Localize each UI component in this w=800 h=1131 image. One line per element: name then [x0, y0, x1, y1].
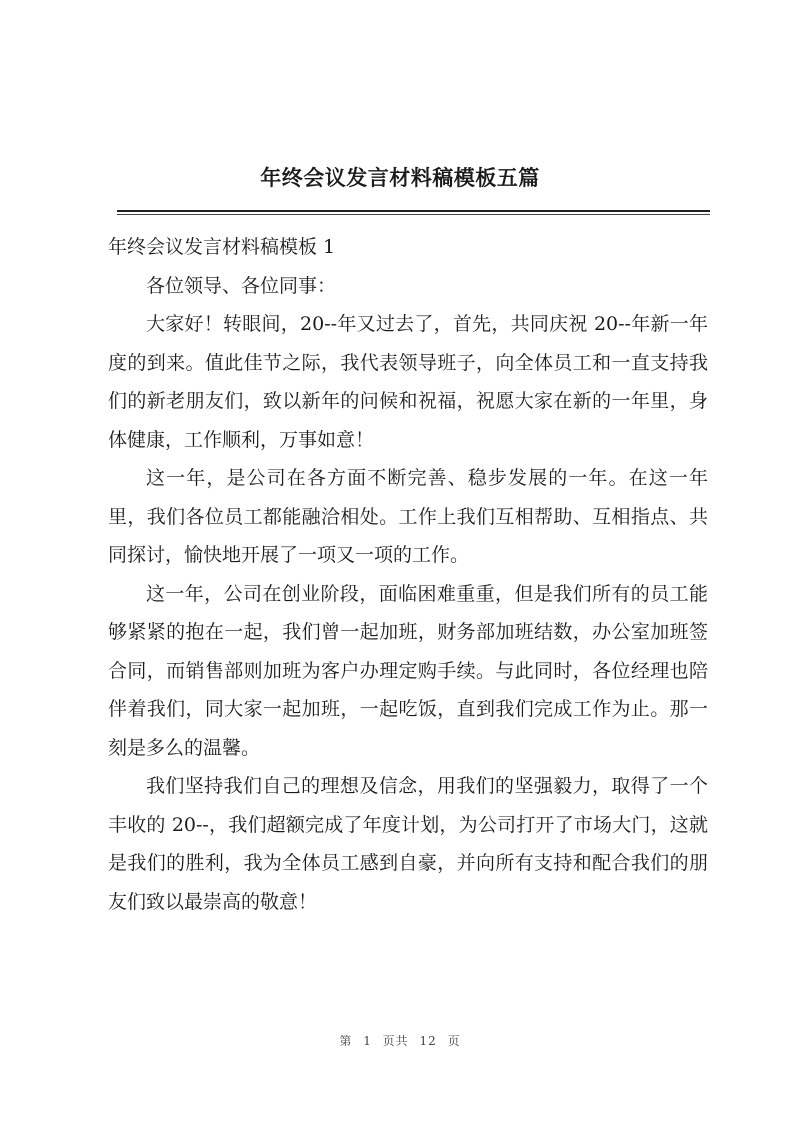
- salutation-paragraph: 各位领导、各位同事：: [146, 274, 337, 297]
- body-paragraph: 这一年，公司在创业阶段，面临困难重重，但是我们所有的员工能够紧紧的抱在一起，我们曾一起加班，财务部加班结数，办公室加班签合同，而销售部则加班为客户办理定购手续。与此同时，各位经理也陪伴着我们，同大家一起加班，一起吃饭，直到我们完成工作为止。那一刻是多么的温馨。: [108, 582, 708, 759]
- body-paragraph: 这一年，是公司在各方面不断完善、稳步发展的一年。在这一年里，我们各位员工都能融洽相处。工作上我们互相帮助、互相指点、共同探讨，愉快地开展了一项又一项的工作。: [108, 467, 708, 566]
- title-divider-thin: [117, 214, 710, 215]
- document-body: [108, 228, 708, 921]
- page-number-footer: 第 1 页共 12 页: [339, 1034, 461, 1048]
- document-title: 年终会议发言材料稿模板五篇: [260, 166, 540, 190]
- body-paragraph: 大家好！转眼间，20--年又过去了，首先，共同庆祝 20--年新一年度的到来。值此佳节之际，我代表领导班子，向全体员工和一直支持我们的新老朋友们，致以新年的问候和祝福，祝愿大家在新的一年里，身体健康，工作顺利，万事如意！: [108, 313, 708, 451]
- title-divider-thick: [117, 210, 710, 212]
- body-paragraph: 我们坚持我们自己的理想及信念，用我们的坚强毅力，取得了一个丰收的 20--，我们超额完成了年度计划，为公司打开了市场大门，这就是我们的胜利，我为全体员工感到自豪，并向所有支持和配合我们的朋友们致以最崇高的敬意！: [108, 775, 708, 913]
- section-heading: 年终会议发言材料稿模板 1: [108, 236, 336, 258]
